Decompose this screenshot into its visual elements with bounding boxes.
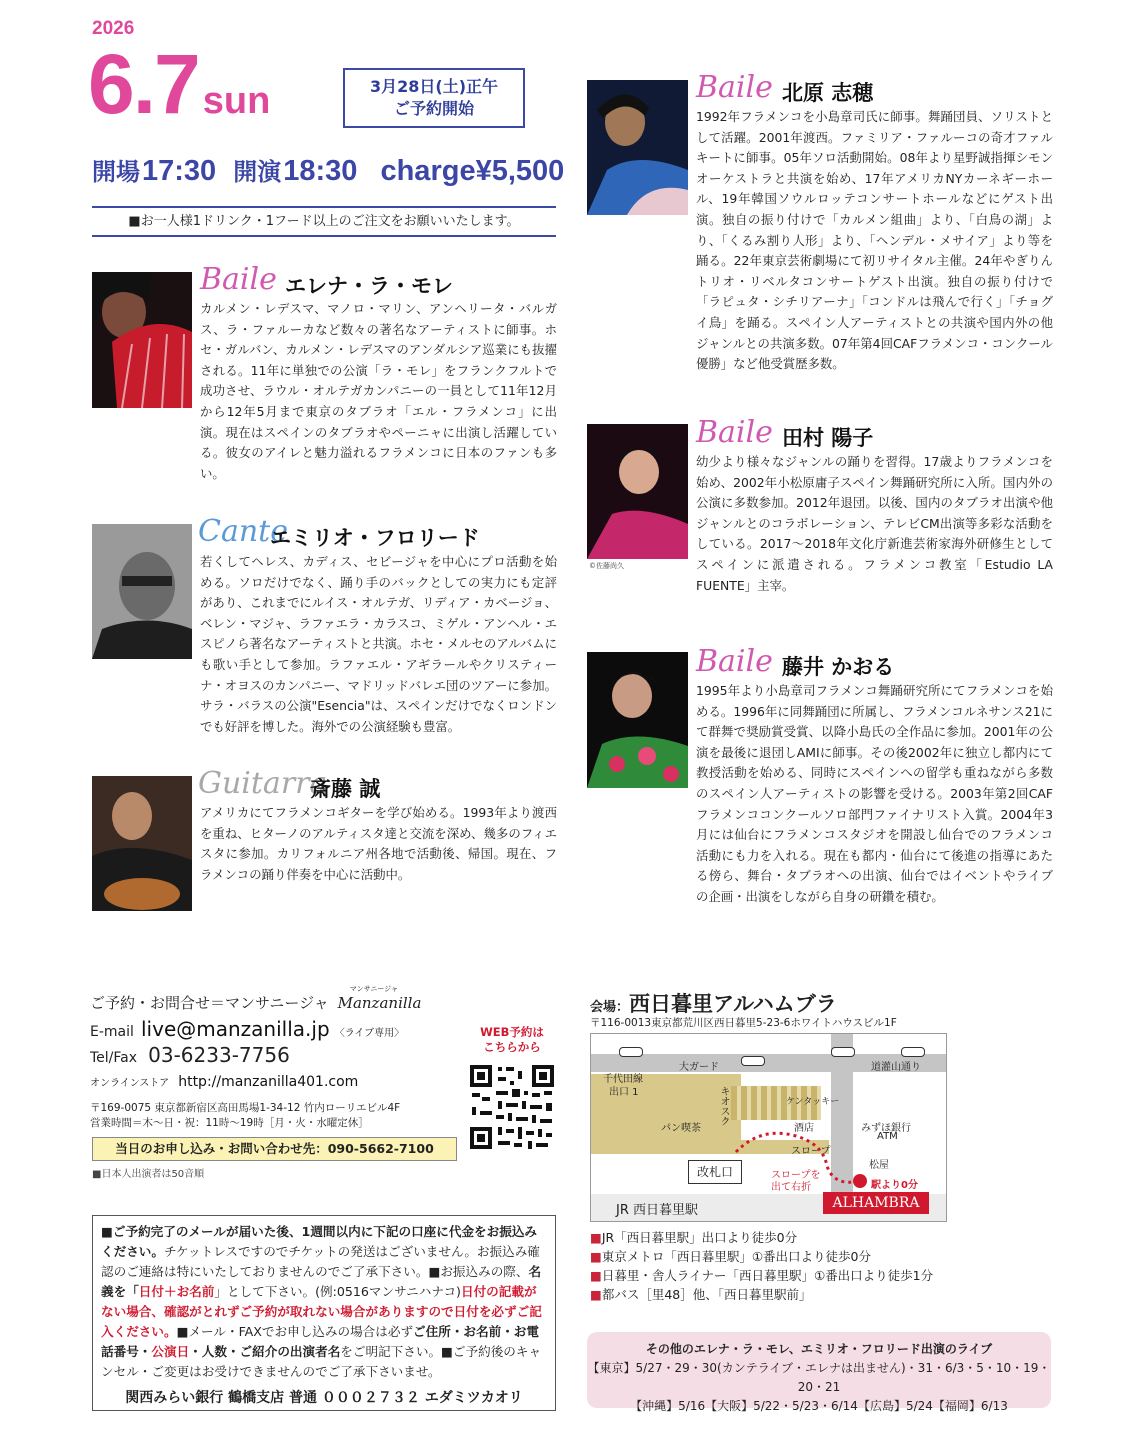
map-label: みずほ銀行 (861, 1123, 911, 1134)
access-text: 都バス［里48］他、「西日暮里駅前」 (601, 1287, 812, 1302)
map-ticket-gate: 改札口 (688, 1160, 742, 1184)
map-label: ケンタッキー (786, 1097, 840, 1107)
logo-ruby: マンサニージャ (349, 985, 399, 993)
start-time: 18:30 (283, 155, 358, 187)
order-notice: ■お一人様1ドリンク・1フード以上のご注文をお願いいたします。 (92, 206, 556, 237)
open-label: 開場 (92, 159, 140, 186)
other-lives-title: その他のエレナ・ラ・モレ、エミリオ・フロリード出演のライブ (645, 1342, 993, 1356)
photo-illustration (92, 776, 192, 911)
pay-text: 」として下さい。(例:0516マンサニハナコ) (214, 1284, 461, 1299)
time-and-charge (92, 152, 573, 188)
shop-hours: 営業時間＝木〜日・祝：11時〜19時［月・火・水曜定休］ (90, 1117, 369, 1129)
access-item: ■東京メトロ「西日暮里駅」①番出口より徒歩0分 (590, 1249, 871, 1264)
map-label: スロープ (791, 1146, 831, 1157)
map-label: 酒店 (794, 1123, 814, 1134)
map-label: スロープを (771, 1170, 821, 1181)
venue-map (590, 1033, 947, 1222)
photo-illustration (587, 424, 688, 559)
performer-name: エミリオ・フロリード (270, 526, 480, 550)
date-number: 6.7 (88, 37, 199, 131)
web-reservation-label (470, 1025, 554, 1055)
role-cante: Cante (198, 514, 288, 549)
venue-address: 〒116-0013東京都荒川区西日暮里5-23-6ホワイトハウスビル1F (590, 1017, 897, 1029)
access-text: JR「西日暮里駅」出口より徒歩0分 (601, 1230, 798, 1245)
performer-photo-emilio (92, 524, 192, 659)
performer-bio: 若くしてヘレス、カディス、セビージャを中心にプロ活動を始める。ソロだけでなく、踊り手のバックとしての実力にも定評があり、これまでにルイス・オルテガ、リディア・カベージョ、ベレン・マジャ、ラファエラ・カラスコ、ミゲル・アンヘル・エスピノら著名なアーティストと共演。ホセ・メルセのアルバムにも歌い手として参加。ラファエル・アギラールやクリスティーナ・オヨスのカンパニー、マドリッドバレエ団のツアーに参加。サラ・バラスの公演"Esencia"は、スペインだけでなくロンドンでも好評を博した。海外での公演経験も豊富。 (200, 554, 557, 734)
performer-bio: 1992年フラメンコを小島章司氏に師事。舞踊団員、ソリストとして活躍。2001年渡西。ファミリア・ファルーコの奇才ファルキートに師事。05年ソロ活動開始。08年より星野誠指揮シモンオーケストラと共演を始め、17年アメリカNYカーネギーホール、19年韓国ソウルロッテコンサートホールなどにゲスト出演。独自の振り付けで「カルメン組曲」より、「白鳥の湖」より、「くるみ割り人形」より、「ヘンデル・メサイア」より等を踊る。22年東京芸術劇場にて初リサイタル主催。24年やぎりんトリオ・リベルタコンサートゲスト出演。独自の振り付けで「ラピュタ・シチリアーナ」「コンドルは飛んで行く」「チョグイ鳥」を踊る。スペイン人アーティストとの共演や国内外の他ジャンルとの共演多数。07年第4回CAFフラメンコ・コンクール優勝」など他受賞歴多数。 (696, 109, 1053, 372)
other-lives-line: 【沖縄】5/16【大阪】5/22・5/23・6/14【広島】5/24【福岡】6/13 (630, 1399, 1008, 1413)
venue-title (590, 988, 837, 1018)
performer-name: 田村 陽子 (782, 426, 874, 450)
logo-text: Manzanilla (337, 994, 422, 1012)
performer-bio: 幼少より様々なジャンルの踊りを習得。17歳よりフラメンコを始め、2002年小松原庸子スペイン舞踊研究所に入所。国内外の公演に多数参加。2012年退団。以後、国内のタブラオ出演や他ジャンルとのコラボレーション、テレビCM出演等多彩な活動をしている。2017〜2018年文化庁新進芸術家海外研修生としてスペインに派遣される。フラメンコ教室「Estudio LA FUENTE」主宰。 (696, 454, 1053, 593)
map-label: 駅より0分 (871, 1180, 918, 1191)
web-label-line1: WEB予約は (480, 1025, 544, 1039)
email-label: E-mail (90, 1024, 134, 1040)
map-route (591, 1034, 946, 1221)
map-label: ATM (877, 1131, 898, 1142)
performer-photo-fujii (587, 652, 688, 788)
reservation-label: ご予約開始 (393, 99, 474, 118)
performer-photo-tamura (587, 424, 688, 559)
other-lives-box (587, 1332, 1051, 1413)
qr-code-graphic (468, 1063, 556, 1151)
venue-label: 会場： (590, 1000, 630, 1015)
role-baile: Baile (696, 415, 773, 450)
role-baile: Baile (200, 262, 277, 297)
pay-text: ■メール・FAXでお申し込みの場合は必ず (176, 1324, 414, 1339)
performer-bio: カルメン・レデスマ、マノロ・マリン、アンヘリータ・バルガス、ラ・ファルーカなど数々の著名なアーティストに師事。ホセ・ガルバン、カルメン・レデスマのアンダルシア巡業にも抜擢される。11年に単独での公演「ラ・モレ」をフランクフルトで成功させ、ラウル・オルテガカンパニーの一員として11年12月から12年5月まで東京のタブラオ「エル・フラメンコ」に出演。現在はスペインのタブラオやペーニャに出演し活躍している。彼女のアイレと魅力溢れるフラメンコに日本のファンも多い。 (200, 301, 557, 481)
access-list (590, 1228, 933, 1304)
role-baile: Baile (696, 70, 773, 105)
map-station-label: JR 西日暮里駅 (616, 1203, 698, 1218)
performer-bio: アメリカにてフラメンコギターを学び始める。1993年より渡西を重ね、ヒターノのアルティスタ達と交流を深め、幾多のフィエスタに参加。カリフォルニア州各地で活動後、帰国。現在、フラメンコの踊り伴奏を中心に活動中。 (200, 805, 557, 882)
start-label: 開演 (233, 159, 282, 186)
performer-name: エレナ・ラ・モレ (285, 274, 453, 298)
map-label: 千代田線 (603, 1074, 643, 1085)
pay-text: をご明記下さい。■ご予約後のキャンセル・ご変更はお受けできませんのでご了承下さいませ。 (101, 1344, 542, 1379)
pay-text: 名義を「 (101, 1264, 542, 1299)
map-label: 出て右折 (771, 1182, 811, 1193)
event-date (88, 37, 271, 143)
performer-bio: 1995年より小島章司フラメンコ舞踊研究所にてフラメンコを始める。1996年に同舞踊団に所属し、フラメンコルネサンス21にて群舞で奨励賞受賞、以降小島氏の全作品に参加。2001年の公演を最後に退団しAMIに師事。その後2002年に独立し都内にて教授活動を始める、同時にスペインへの留学も重ねながら多数のスペイン人アーティストの影響を受ける。2003年第2回CAFフラメンココンクールソロ部門ファイナリスト入賞。2004年3月には仙台にフラメンコスタジオを開設し仙台でのフラメンコ活動にも力を入れる。現在も都内・仙台にて後進の指導にあたる傍ら、舞台・タブラオへの出演、仙台ではイベントやライブの企画・出演をしながら自身の研鑽を積む。 (696, 683, 1053, 904)
photo-illustration (587, 652, 688, 788)
pay-highlight: 日付＋お名前 (138, 1284, 215, 1299)
pay-text: ご住所・お名前・お電話番号・ (101, 1324, 539, 1359)
email-row (90, 1017, 404, 1041)
email-note: 〈ライブ専用〉 (334, 1028, 405, 1039)
pay-highlight: 公演日 (151, 1344, 190, 1359)
reservation-date: 3月28日(土)正午 (369, 77, 499, 96)
performer-photo-kitahara (587, 80, 688, 215)
charge: charge¥5,500 (380, 155, 565, 187)
photo-illustration (92, 272, 192, 408)
role-baile: Baile (696, 644, 773, 679)
other-lives-line: 【東京】5/27・29・30(カンテライブ・エレナは出ません)・31・6/3・5・10・19・20・21 (587, 1361, 1051, 1394)
tel-row (90, 1043, 290, 1067)
reservation-start-box (343, 68, 525, 128)
performer-name: 藤井 かおる (782, 655, 895, 679)
manzanilla-logo (337, 985, 422, 1012)
access-text: 日暮里・舎人ライナー「西日暮里駅」①番出口より徒歩1分 (601, 1268, 934, 1283)
web-label-line2: こちらから (483, 1040, 541, 1054)
map-label: 出口 1 (609, 1087, 639, 1098)
photo-credit: ©佐藤尚久 (589, 562, 624, 570)
performer-name: 斎藤 誠 (310, 777, 381, 801)
order-note: ■日本人出演者は50音順 (92, 1169, 205, 1180)
access-item: ■JR「西日暮里駅」出口より徒歩0分 (590, 1230, 798, 1245)
map-label: 大ガード (679, 1062, 719, 1073)
venue-name: 西日暮里アルハムブラ (629, 992, 837, 1016)
event-year: 2026 (92, 18, 135, 39)
same-day-contact: 当日のお申し込み・お問い合わせ先：090-5662-7100 (92, 1137, 457, 1161)
photo-illustration (92, 524, 192, 659)
access-item: ■日暮里・舎人ライナー「西日暮里駅」①番出口より徒歩1分 (590, 1268, 934, 1283)
shop-address: 〒169-0075 東京都新宿区高田馬場1-34-12 竹内ローリエビル4F (90, 1102, 401, 1114)
access-text: 東京メトロ「西日暮里駅」①番出口より徒歩0分 (601, 1249, 871, 1264)
contact-label: ご予約・お問合せ＝マンサニージャ (90, 994, 329, 1012)
contact-label-row (90, 985, 422, 1013)
performer-photo-saito (92, 776, 192, 911)
day-of-week: sun (202, 80, 271, 122)
pay-text: ・人数・ご紹介の出演者名 (189, 1344, 341, 1359)
store-link[interactable]: http://manzanilla401.com (178, 1074, 359, 1090)
tel-label: Tel/Fax (90, 1050, 138, 1066)
store-label: オンラインストア (90, 1078, 170, 1089)
qr-code[interactable] (468, 1063, 556, 1151)
role-guitarra: Guitarra (198, 766, 328, 801)
map-label: キオスク (718, 1086, 729, 1126)
map-label: パン喫茶 (661, 1123, 701, 1134)
bank-account: 関西みらい銀行 鶴橋支店 普通 ０００２７３２ エダミツカオリ (125, 1390, 523, 1406)
performer-name: 北原 志穂 (782, 81, 874, 105)
open-time: 17:30 (142, 155, 217, 187)
map-label: 松屋 (869, 1160, 889, 1171)
pay-text: ■ご予約完了のメールが届いた後、1週間以内に下記の口座に代金をお振込みください。 (101, 1224, 538, 1259)
pay-warning: 日付の記載がない場合、確認がとれずご予約が取れない場合がありますので日付を必ずご記入ください。 (101, 1284, 542, 1339)
map-label: 道灌山通り (871, 1062, 921, 1073)
photo-illustration (587, 80, 688, 215)
access-item: ■都バス［里48］他、「西日暮里駅前」 (590, 1287, 812, 1302)
pay-text: チケットレスですのでチケットの発送はございません。お振込み確認のご連絡は特にいたしておりませんのでご了承下さい。■お振込みの際、 (101, 1244, 540, 1279)
email-link[interactable]: live@manzanilla.jp (141, 1017, 330, 1041)
alhambra-sign: ALHAMBRA (823, 1192, 929, 1214)
performer-photo-elena (92, 272, 192, 408)
tel-number: 03-6233-7756 (148, 1043, 290, 1067)
store-row (90, 1071, 358, 1090)
payment-instructions (92, 1215, 556, 1411)
